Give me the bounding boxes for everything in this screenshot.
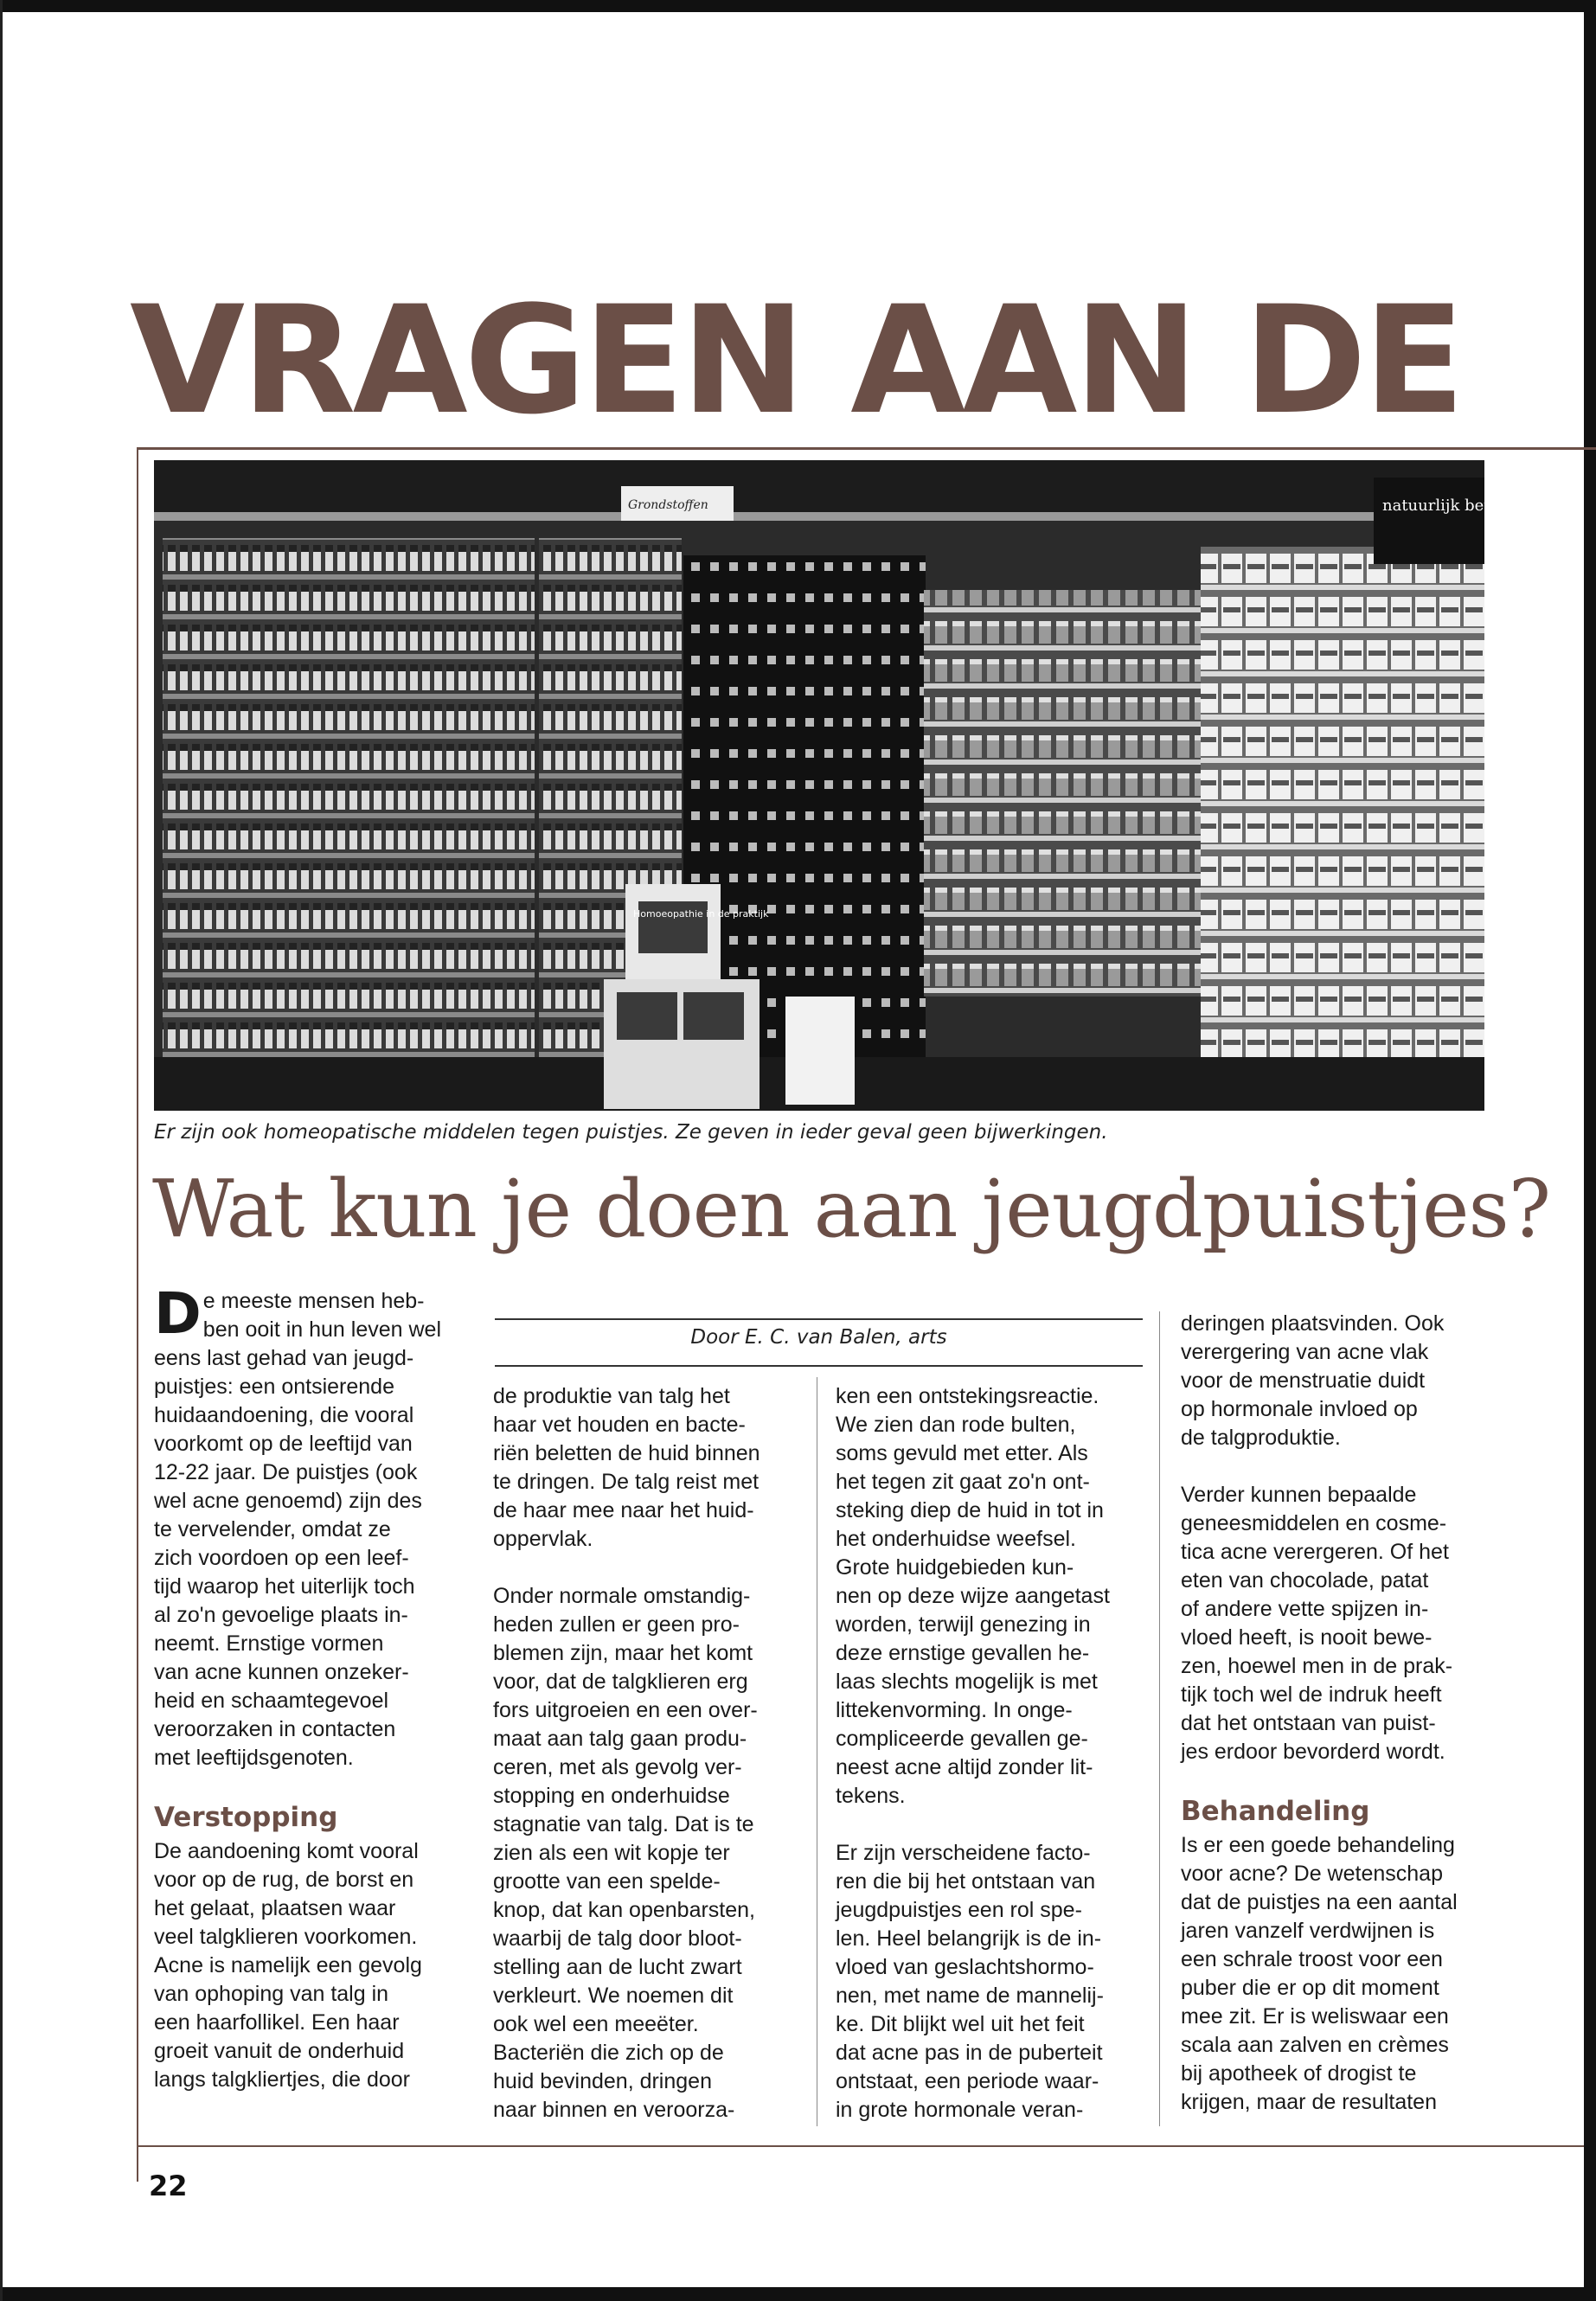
scan-border-bottom xyxy=(0,2287,1596,2301)
paragraph: de produktie van talg het haar vet houden en bacte- riën beletten de huid binnen te dringen. De talg reist met de haar mee naar het huid- oppervlak. xyxy=(493,1384,760,1551)
photo-sign-text: natuurlijk beter word xyxy=(1382,497,1552,515)
paragraph: Is er een goede behandeling voor acne? De wetenschap dat de puistjes na een aantal jaren vanzelf verdwijnen is een schrale troost voor een puber die er op dit moment mee zit. Er is weliswaar een scala aan zalven en crèmes bij apotheek of drogist te krijgen, maar de resultaten xyxy=(1181,1833,1458,2114)
paragraph: Er zijn verscheidene facto- ren die bij het ontstaan van jeugdpuistjes een rol spe- len. Heel belangrijk is de in- vloed van geslachtshormo- nen, met name de mannelij- ke. Dit blijkt wel uit het feit dat acne pas in de puberteit ontstaat, een periode waar- in grote hormonale veran- xyxy=(836,1841,1104,2122)
subheading-behandeling: Behandeling xyxy=(1181,1796,1370,1827)
frame-rule-top xyxy=(137,447,1596,450)
frame-rule-left xyxy=(137,447,138,2182)
scan-border-top xyxy=(0,0,1596,12)
scan-border-left xyxy=(0,0,3,2301)
frame-rule-bottom xyxy=(137,2145,1584,2147)
article-column-2 xyxy=(493,1382,809,2125)
drop-cap: D xyxy=(154,1280,202,1347)
photo-shelf-tag: Grondstoffen xyxy=(628,498,708,512)
paragraph: Verder kunnen bepaalde geneesmiddelen en cosme- tica acne verergeren. Of het eten van chocolade, patat of andere vette spijzen in- vloed heeft, is nooit bewe- zen, hoewel men in de prak- tijk toch wel de indruk heeft dat het ontstaan van puist- jes erdoor bevorderd wordt. xyxy=(1181,1483,1453,1764)
article-column-3 xyxy=(836,1382,1134,2125)
page-number: 22 xyxy=(149,2170,188,2202)
pharmacy-shelves-photo xyxy=(154,460,1552,1111)
photo-box-label: Homoeopathie in de praktijk xyxy=(633,908,769,920)
paragraph: e meeste mensen heb- ben ooit in hun leven wel eens last gehad van jeugd- puistjes: een ontsierende huidaandoening, die vooral voorkomt op de leeftijd van 12-22 jaar. De puistjes (ook wel acne genoemd) zijn des te vervelender, omdat ze zich voordoen op een leef- tijd waarop het uiterlijk toch al zo'n gevoelige plaats in- neemt. Ernstige vormen van acne kunnen onzeker- heid en schaamtegevoel veroorzaken in contacten met leeftijdsgenoten. xyxy=(154,1289,441,1770)
article-column-4 xyxy=(1181,1310,1488,2117)
paragraph: ken een ontstekingsreactie. We zien dan rode bulten, soms gevuld met etter. Als het tegen zit gaat zo'n ont- steking diep de huid in tot in het onderhuidse weefsel. Grote huidgebieden kun- nen op deze wijze aangetast worden, terwijl genezing in deze ernstige gevallen he- laas slechts mogelijk is met littekenvorming. In onge- compliceerde gevallen ge- neest acne altijd zonder lit- tekens. xyxy=(836,1384,1110,1808)
article-column-1 xyxy=(154,1280,465,2094)
article-headline: Wat kun je doen aan jeugdpuistjes? xyxy=(152,1163,1551,1255)
paragraph: deringen plaatsvinden. Ook verergering van acne vlak voor de menstruatie duidt op hormonale invloed op de talgproduktie. xyxy=(1181,1311,1445,1450)
scan-border-right xyxy=(1584,0,1596,2301)
byline-rule-bottom xyxy=(495,1365,1143,1367)
paragraph: Onder normale omstandig- heden zullen er geen pro- blemen zijn, maar het komt voor, dat de talgklieren erg fors uitgroeien en een over- maat aan talg gaan produ- ceren, met als gevolg ver- stopping en onderhuidse stagnatie van talg. Dat is te zien als een wit kopje ter grootte van een spelde- knop, dat kan openbarsten, waarbij de talg door bloot- stelling aan de lucht zwart verkleurt. We noemen dit ook wel een meeëter. Bacteriën die zich op de huid bevinden, dringen naar binnen en veroorza- xyxy=(493,1584,758,2122)
column-divider xyxy=(1159,1311,1160,2126)
subheading-verstopping: Verstopping xyxy=(154,1802,338,1833)
byline-rule-top xyxy=(495,1318,1143,1320)
article-byline: Door E. C. van Balen, arts xyxy=(690,1326,947,1349)
section-kicker: VRAGEN AAN DE xyxy=(130,273,1462,447)
paragraph: De aandoening komt vooral voor op de rug, de borst en het gelaat, plaatsen waar veel talgklieren voorkomen. Acne is namelijk een gevolg van ophoping van talg in een haarfollikel. Een haar groeit vanuit de onderhuid langs talgkliertjes, die door xyxy=(154,1839,422,2092)
photo-caption: Er zijn ook homeopatische middelen tegen puistjes. Ze geven in ieder geval geen bijwerkingen. xyxy=(154,1121,1108,1144)
